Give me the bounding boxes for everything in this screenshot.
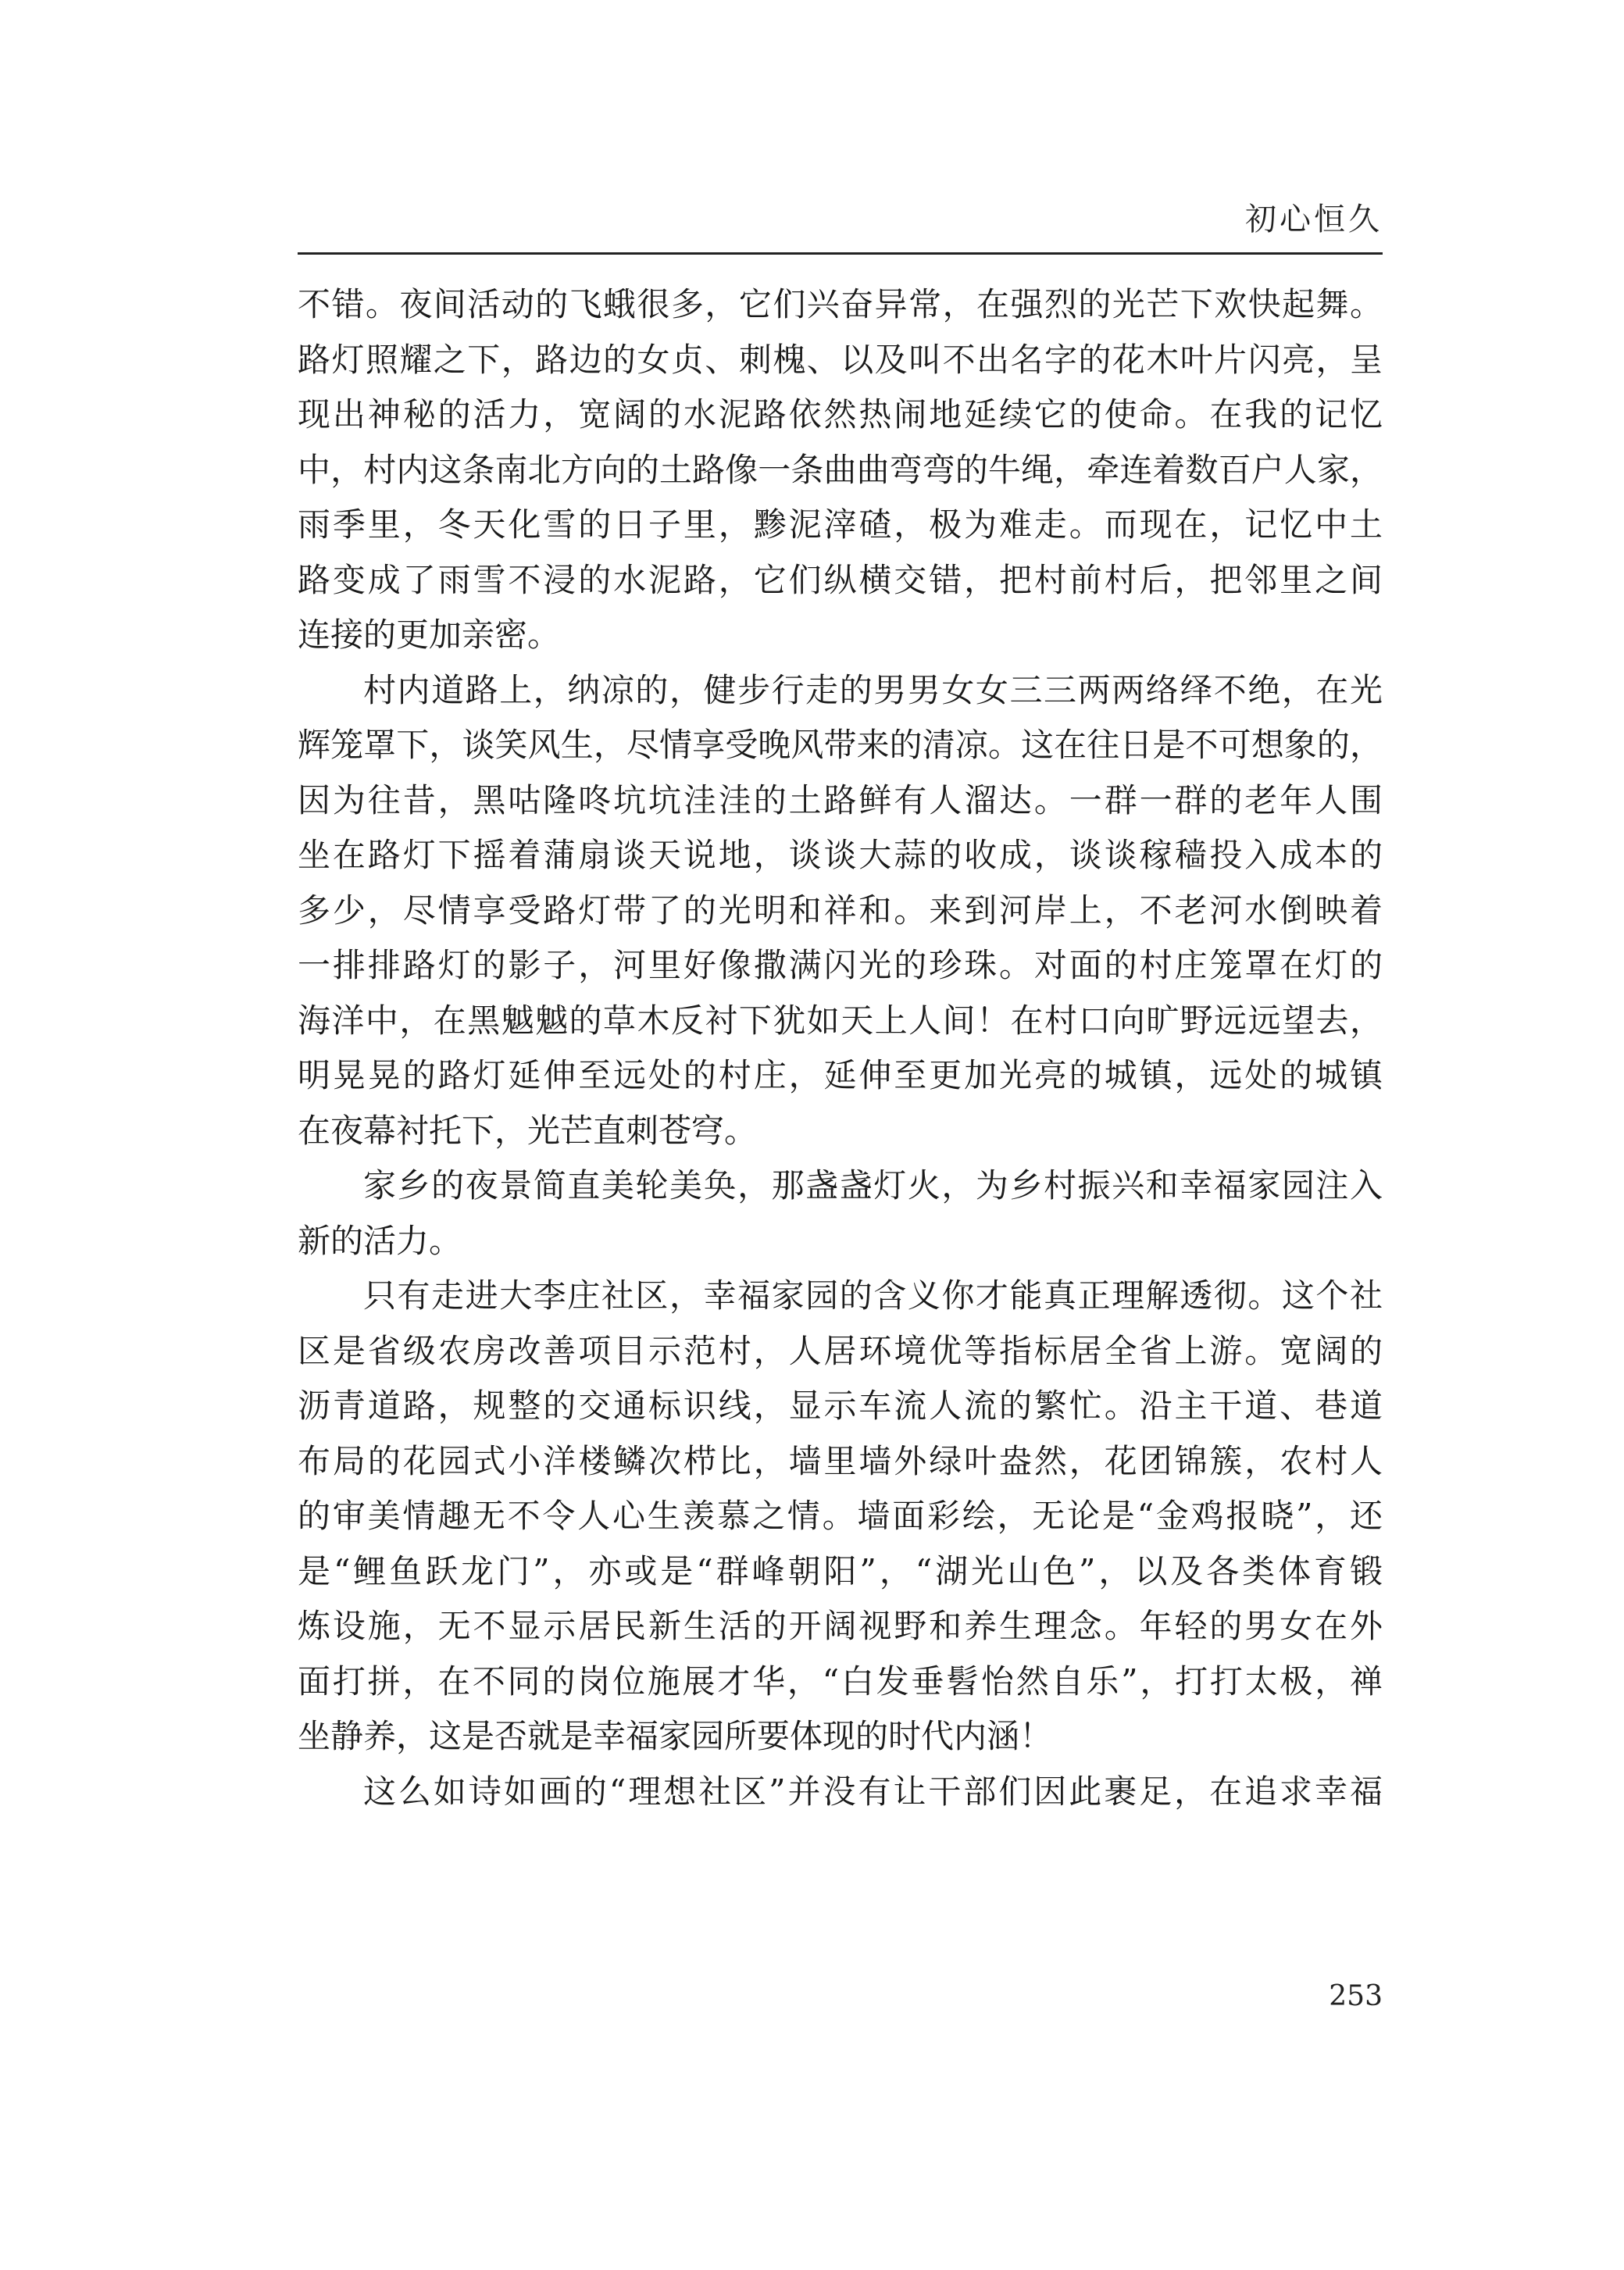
text-line: 沥青道路，规整的交通标识线，显示车流人流的繁忙。沿主干道、巷道 (298, 1387, 1383, 1425)
text-line: 路灯照耀之下，路边的女贞、刺槐、以及叫不出名字的花木叶片闪亮，呈 (298, 340, 1383, 379)
text-line: 炼设施，无不显示居民新生活的开阔视野和养生理念。年轻的男女在外 (298, 1607, 1383, 1645)
text-line: 路变成了雨雪不浸的水泥路，它们纵横交错，把村前村后，把邻里之间 (298, 560, 1383, 599)
text-line: 现出神秘的活力，宽阔的水泥路依然热闹地延续它的使命。在我的记忆 (298, 395, 1383, 434)
text-line: 中，村内这条南北方向的土路像一条曲曲弯弯的牛绳，牵连着数百户人家， (298, 450, 1383, 489)
text-line: 一排排路灯的影子，河里好像撒满闪光的珍珠。对面的村庄笼罩在灯的 (298, 946, 1383, 984)
text-line: 辉笼罩下，谈笑风生，尽情享受晚风带来的清凉。这在往日是不可想象的， (298, 726, 1383, 764)
running-title: 初心恒久 (1245, 202, 1383, 237)
text-line: 家乡的夜景简直美轮美奂，那盏盏灯火，为乡村振兴和幸福家园注入 (363, 1166, 1383, 1205)
text-line: 是“鲤鱼跃龙门”，亦或是“群峰朝阳”，“湖光山色”，以及各类体育锻 (298, 1551, 1383, 1590)
text-line: 坐静养，这是否就是幸福家园所要体现的时代内涵！ (298, 1717, 1053, 1755)
text-line: 多少，尽情享受路灯带了的光明和祥和。来到河岸上，不老河水倒映着 (298, 891, 1383, 930)
text-line: 新的活力。 (298, 1221, 462, 1260)
paragraph (298, 277, 1383, 663)
text-line: 面打拼，在不同的岗位施展才华，“白发垂髫怡然自乐”，打打太极，禅 (298, 1661, 1383, 1701)
text-line: 在夜幕衬托下，光芒直刺苍穹。 (298, 1111, 758, 1150)
text-line: 明晃晃的路灯延伸至远处的村庄，延伸至更加光亮的城镇，远处的城镇 (298, 1056, 1383, 1094)
text-line: 布局的花园式小洋楼鳞次栉比，墙里墙外绿叶盎然，花团锦簇，农村人 (298, 1441, 1383, 1480)
text-line: 不错。夜间活动的飞蛾很多，它们兴奋异常，在强烈的光芒下欢快起舞。 (298, 285, 1383, 323)
paragraph (298, 1269, 1383, 1765)
body-text (298, 277, 1383, 1819)
text-line: 因为往昔，黑咕隆咚坑坑洼洼的土路鲜有人溜达。一群一群的老年人围 (298, 780, 1383, 819)
running-header (298, 190, 1383, 255)
paragraph (298, 663, 1383, 1159)
text-line: 这么如诗如画的“理想社区”并没有让干部们因此裹足，在追求幸福 (363, 1772, 1383, 1811)
text-line: 雨季里，冬天化雪的日子里，黪泥滓碴，极为难走。而现在，记忆中土 (298, 505, 1383, 544)
paragraph (298, 1158, 1383, 1269)
page-number: 253 (1329, 1980, 1383, 2012)
text-line: 只有走进大李庄社区，幸福家园的含义你才能真正理解透彻。这个社 (363, 1276, 1383, 1315)
text-line: 海洋中，在黑魆魆的草木反衬下犹如天上人间！在村口向旷野远远望去， (298, 1001, 1383, 1040)
paragraph (298, 1765, 1383, 1820)
text-line: 区是省级农房改善项目示范村，人居环境优等指标居全省上游。宽阔的 (298, 1331, 1383, 1370)
text-line: 村内道路上，纳凉的，健步行走的男男女女三三两两络绎不绝，在光 (363, 670, 1383, 709)
text-line: 连接的更加亲密。 (298, 616, 561, 654)
text-line: 坐在路灯下摇着蒲扇谈天说地，谈谈大蒜的收成，谈谈稼穑投入成本的 (298, 836, 1383, 874)
text-line: 的审美情趣无不令人心生羡慕之情。墙面彩绘，无论是“金鸡报晓”，还 (298, 1497, 1383, 1535)
